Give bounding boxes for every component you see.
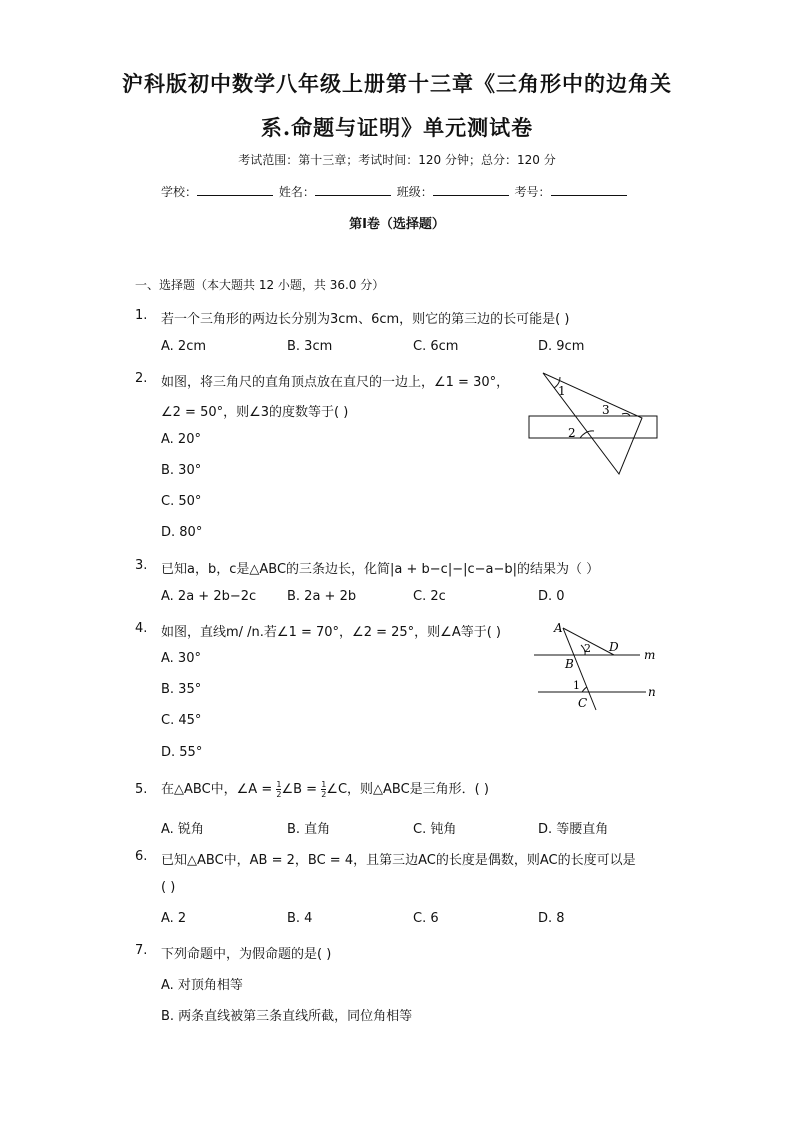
q5-option-c[interactable]: C. 钝角 (413, 822, 457, 837)
q5-text-a: 在△ABC中，∠A = (161, 782, 277, 797)
q6-option-d[interactable]: D. 8 (538, 911, 565, 926)
angle1-arc (582, 687, 587, 692)
q4-option-a[interactable]: A. 30° (161, 651, 201, 666)
volume-heading: 第Ⅰ卷（选择题） (349, 217, 445, 232)
q1-number: 1. (135, 308, 148, 323)
point-A-label: A (554, 621, 563, 635)
q6-text-line1: 已知△ABC中，AB = 2，BC = 4，且第三边AC的长度是偶数，则AC的长度可以是 (161, 853, 636, 868)
angle2-arc (580, 431, 594, 438)
q6-option-a[interactable]: A. 2 (161, 911, 187, 926)
angle1-label: 1 (573, 679, 580, 692)
q1-text: 若一个三角形的两边长分别为3cm、6cm，则它的第三边的长可能是( ) (161, 312, 570, 327)
q2-figure (524, 368, 664, 478)
field-label-number: 考号： (514, 185, 551, 199)
q7-text: 下列命题中，为假命题的是( ) (161, 947, 332, 962)
angle2-label: 2 (568, 426, 576, 440)
field-label-class: 班级： (396, 185, 433, 199)
name-blank[interactable] (315, 183, 391, 196)
q5-option-d[interactable]: D. 等腰直角 (538, 822, 609, 837)
q4-number: 4. (135, 621, 148, 636)
q6-number: 6. (135, 849, 148, 864)
field-label-name: 姓名： (278, 185, 315, 199)
q4-option-b[interactable]: B. 35° (161, 682, 202, 697)
doc-title-line2: 系.命题与证明》单元测试卷 (260, 115, 534, 140)
school-blank[interactable] (197, 183, 273, 196)
point-B-label: B (565, 657, 574, 671)
q1-option-d[interactable]: D. 9cm (538, 339, 585, 354)
angle1-label: 1 (558, 384, 566, 398)
q7-option-a[interactable]: A. 对顶角相等 (161, 978, 243, 993)
line-n-label: n (648, 685, 656, 699)
angle3-label: 3 (602, 403, 610, 417)
q6-option-b[interactable]: B. 4 (287, 911, 313, 926)
q5-option-a[interactable]: A. 锐角 (161, 822, 204, 837)
q5-number: 5. (135, 782, 148, 797)
q2-option-b[interactable]: B. 30° (161, 463, 202, 478)
q6-option-c[interactable]: C. 6 (413, 911, 439, 926)
point-D-label: D (609, 640, 619, 654)
student-fields (161, 183, 629, 200)
q7-number: 7. (135, 943, 148, 958)
q1-option-a[interactable]: A. 2cm (161, 339, 207, 354)
q5-option-b[interactable]: B. 直角 (287, 822, 331, 837)
q2-option-d[interactable]: D. 80° (161, 525, 203, 540)
q1-option-b[interactable]: B. 3cm (287, 339, 333, 354)
angle2-label: 2 (584, 642, 591, 655)
q3-option-c[interactable]: C. 2c (413, 589, 446, 604)
q3-option-a[interactable]: A. 2a + 2b−2c (161, 589, 257, 604)
q5-fraction-2: $\frac{1}{2}$ (321, 780, 327, 799)
q3-option-d[interactable]: D. 0 (538, 589, 565, 604)
q2-option-a[interactable]: A. 20° (161, 432, 201, 447)
section-heading: 一、选择题（本大题共 12 小题，共 36.0 分） (135, 278, 385, 292)
field-label-school: 学校： (161, 185, 198, 199)
point-C-label: C (578, 696, 588, 710)
q4-figure (530, 618, 670, 716)
q3-text: 已知a，b，c是△ABC的三条边长，化简|a + b−c|−|c−a−b|的结果为（ ） (161, 562, 600, 577)
q6-text-line2: ( ) (161, 880, 176, 895)
q3-option-b[interactable]: B. 2a + 2b (287, 589, 357, 604)
class-blank[interactable] (433, 183, 509, 196)
q1-option-c[interactable]: C. 6cm (413, 339, 459, 354)
q7-option-b[interactable]: B. 两条直线被第三条直线所截，同位角相等 (161, 1009, 413, 1024)
number-blank[interactable] (551, 183, 627, 196)
q2-text-line1: 如图，将三角尺的直角顶点放在直尺的一边上，∠1 = 30°， (161, 375, 510, 390)
line-m-label: m (644, 648, 656, 662)
q4-text: 如图，直线m/ /n.若∠1 = 70°，∠2 = 25°，则∠A等于( ) (161, 625, 501, 640)
exam-info: 考试范围：第十三章；考试时间：120 分钟；总分：120 分 (238, 153, 556, 167)
q5-text-b: ∠B = (281, 782, 322, 797)
q4-option-c[interactable]: C. 45° (161, 713, 202, 728)
q3-number: 3. (135, 558, 148, 573)
q5-text-c: ∠C，则△ABC是三角形．( ) (326, 782, 489, 797)
q5-fraction-1: $\frac{1}{2}$ (276, 780, 282, 799)
doc-title-line1: 沪科版初中数学八年级上册第十三章《三角形中的边角关 (122, 71, 672, 96)
q4-option-d[interactable]: D. 55° (161, 745, 203, 760)
q5-text (161, 778, 489, 799)
q2-option-c[interactable]: C. 50° (161, 494, 202, 509)
q2-text-line2: ∠2 = 50°，则∠3的度数等于( ) (161, 405, 349, 420)
q2-number: 2. (135, 371, 148, 386)
